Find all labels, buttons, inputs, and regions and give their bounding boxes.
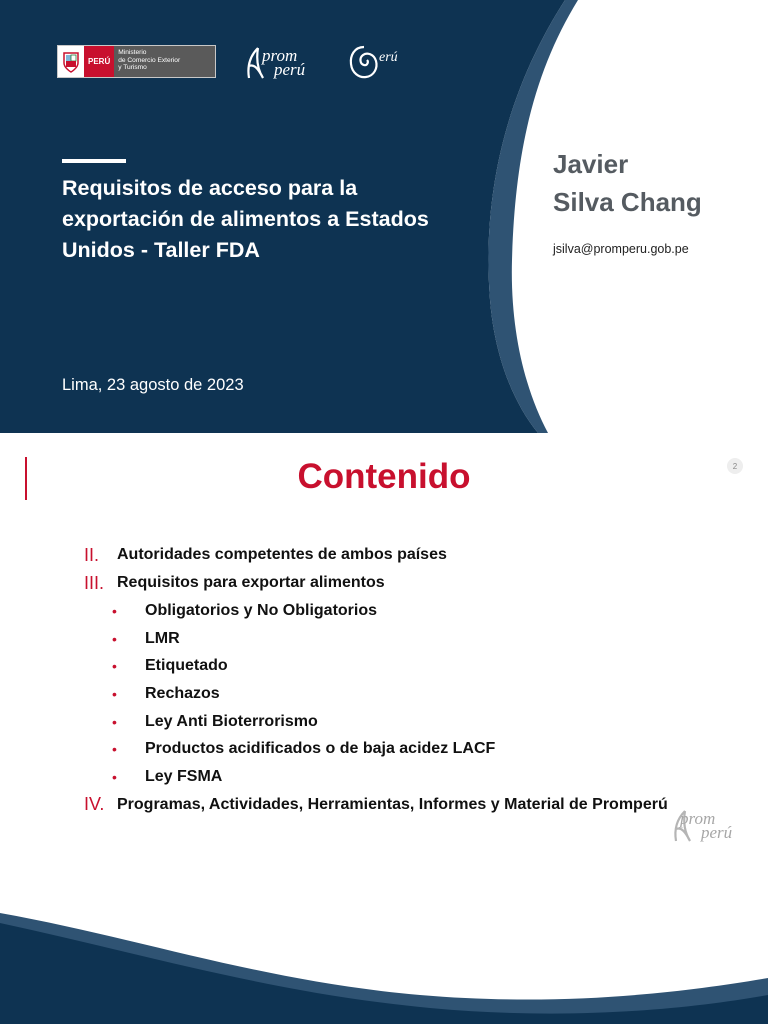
toc-subitem bbox=[84, 763, 744, 791]
title-accent-bar bbox=[62, 159, 126, 163]
title-slide bbox=[0, 0, 768, 433]
speaker-email: jsilva@promperu.gob.pe bbox=[553, 242, 689, 256]
toc-subitem-text: Productos acidificados o de baja acidez LACF bbox=[145, 740, 496, 758]
contents-slide bbox=[0, 433, 768, 1024]
toc-subitem bbox=[84, 652, 744, 680]
bullet-icon: • bbox=[112, 602, 117, 619]
bullet-icon: • bbox=[112, 741, 117, 758]
toc-item bbox=[84, 569, 744, 597]
toc-item-number: IV. bbox=[84, 794, 105, 815]
toc-subitem bbox=[84, 680, 744, 708]
toc-subitem-text: Obligatorios y No Obligatorios bbox=[145, 601, 378, 619]
toc-subitem-text: Ley FSMA bbox=[145, 767, 223, 785]
toc-subitem bbox=[84, 708, 744, 736]
promperu-logo-line1: prom bbox=[262, 46, 298, 65]
contents-heading: Contenido bbox=[297, 457, 471, 496]
table-of-contents bbox=[84, 541, 744, 819]
toc-subitem bbox=[84, 735, 744, 763]
bullet-icon: • bbox=[112, 630, 117, 647]
presentation-title: Requisitos de acceso para la exportación de alimentos a Estados Unidos - Taller FDA bbox=[62, 176, 429, 262]
marca-peru-word: erú bbox=[379, 50, 398, 65]
government-logo bbox=[57, 45, 216, 78]
presentation-date: Lima, 23 agosto de 2023 bbox=[62, 376, 244, 394]
bullet-icon: • bbox=[112, 685, 117, 702]
bullet-icon: • bbox=[112, 713, 117, 730]
toc-item-text: Autoridades competentes de ambos países bbox=[117, 546, 447, 563]
marca-peru-spiral-icon bbox=[348, 44, 382, 82]
bullet-icon: • bbox=[112, 768, 117, 785]
toc-subitem-text: LMR bbox=[145, 629, 180, 647]
toc-item-text: Programas, Actividades, Herramientas, Informes y Material de Promperú bbox=[117, 795, 668, 813]
gov-logo-country: PERÚ bbox=[84, 46, 114, 77]
toc-subitem bbox=[84, 597, 744, 625]
toc-subitem-text: Rechazos bbox=[145, 684, 220, 702]
page-number-badge: 2 bbox=[727, 458, 743, 474]
toc-item-text: Requisitos para exportar alimentos bbox=[117, 574, 385, 591]
toc-subitem-text: Etiquetado bbox=[145, 657, 228, 675]
toc-item-number: III. bbox=[84, 572, 105, 593]
speaker-name: Javier Silva Chang bbox=[553, 149, 702, 217]
toc-item-number: II. bbox=[84, 544, 100, 565]
promperu-watermark-line2: perú bbox=[701, 823, 733, 842]
gov-logo-ministry: Ministerio de Comercio Exterior y Turismo bbox=[114, 46, 215, 77]
toc-item bbox=[84, 791, 744, 819]
promperu-logo-line2: perú bbox=[274, 60, 306, 79]
toc-subitem bbox=[84, 625, 744, 653]
coat-of-arms-icon bbox=[58, 46, 84, 77]
promperu-watermark-line1: prom bbox=[680, 809, 716, 828]
bullet-icon: • bbox=[112, 658, 117, 675]
toc-subitem-text: Ley Anti Bioterrorismo bbox=[145, 712, 318, 730]
toc-item bbox=[84, 541, 744, 569]
